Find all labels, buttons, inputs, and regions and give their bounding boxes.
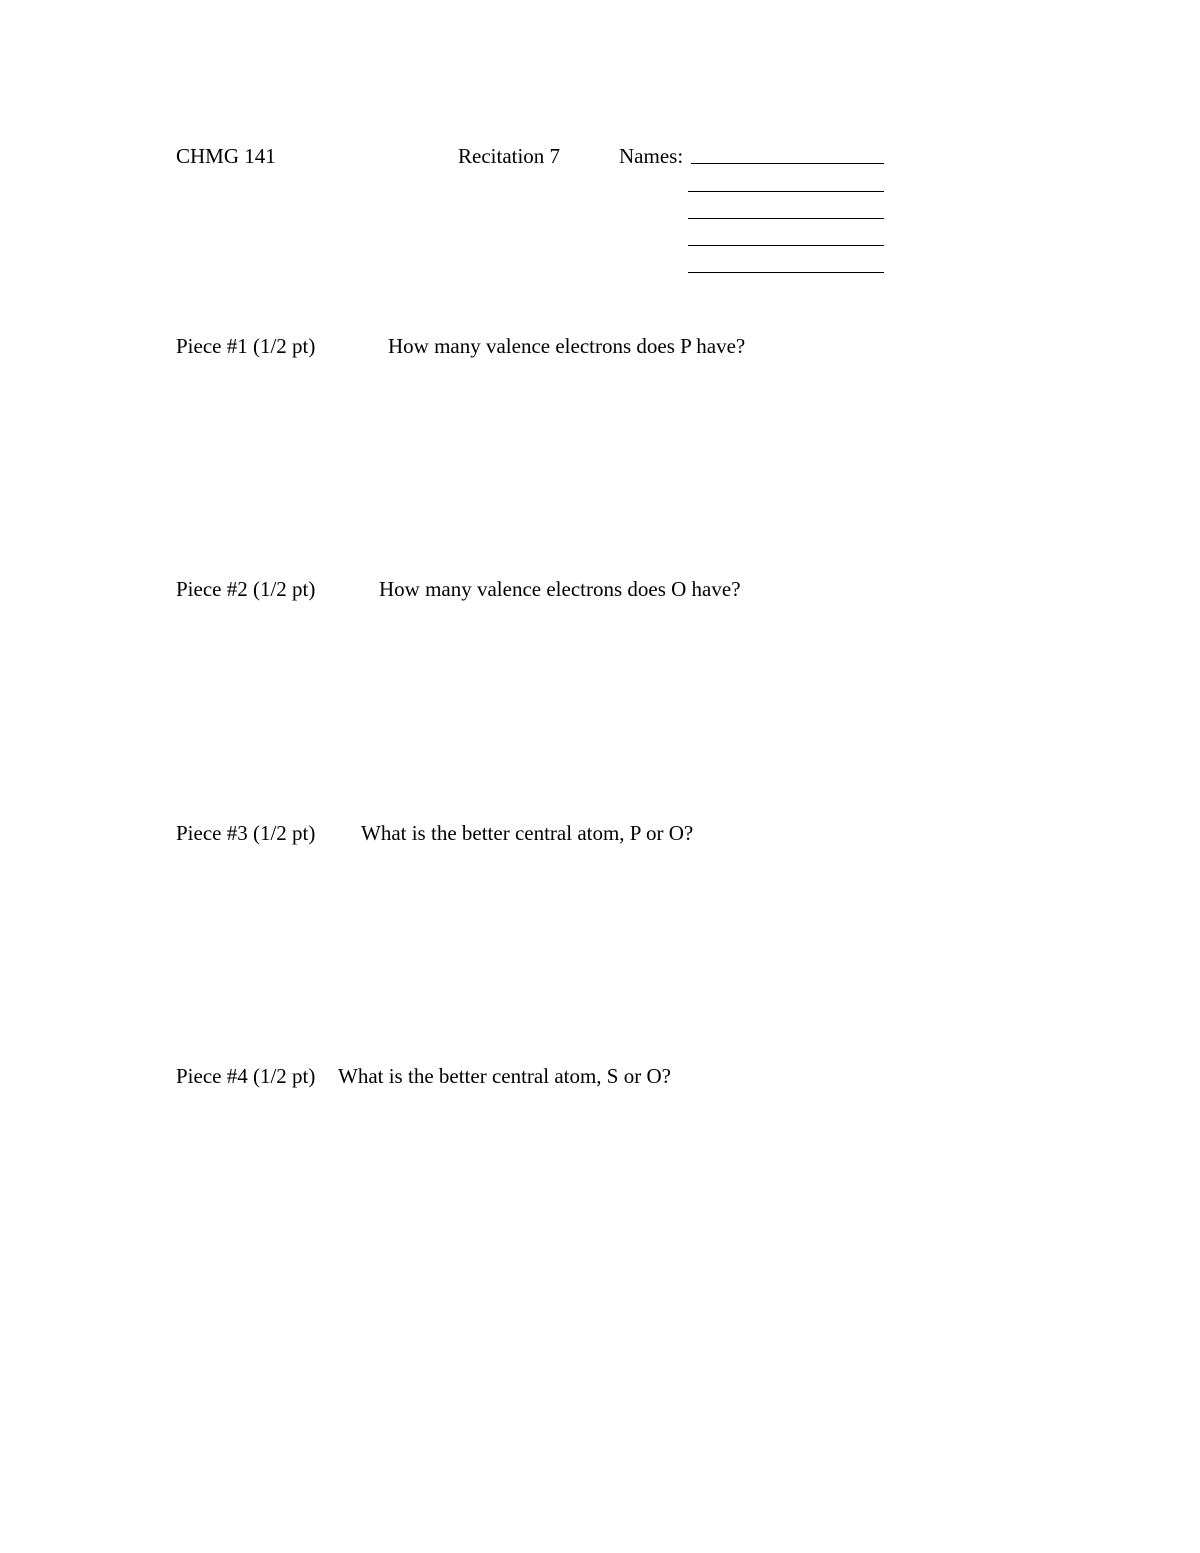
question-4-text: What is the better central atom, S or O? [338,1064,671,1088]
question-3-label: Piece #3 (1/2 pt) [176,821,316,845]
name-blank-2 [688,191,884,192]
question-1-label: Piece #1 (1/2 pt) [176,334,316,358]
name-blank-1 [691,163,884,164]
question-4-label: Piece #4 (1/2 pt) [176,1064,316,1088]
name-blank-4 [688,245,884,246]
name-blank-3 [688,218,884,219]
recitation-title: Recitation 7 [458,144,561,168]
names-label: Names: [619,144,684,168]
question-1-text: How many valence electrons does P have? [388,334,746,358]
course-code: CHMG 141 [176,144,276,168]
question-2-label: Piece #2 (1/2 pt) [176,577,316,601]
question-2-text: How many valence electrons does O have? [379,577,741,601]
question-3-text: What is the better central atom, P or O? [361,821,694,845]
name-blank-5 [688,272,884,273]
